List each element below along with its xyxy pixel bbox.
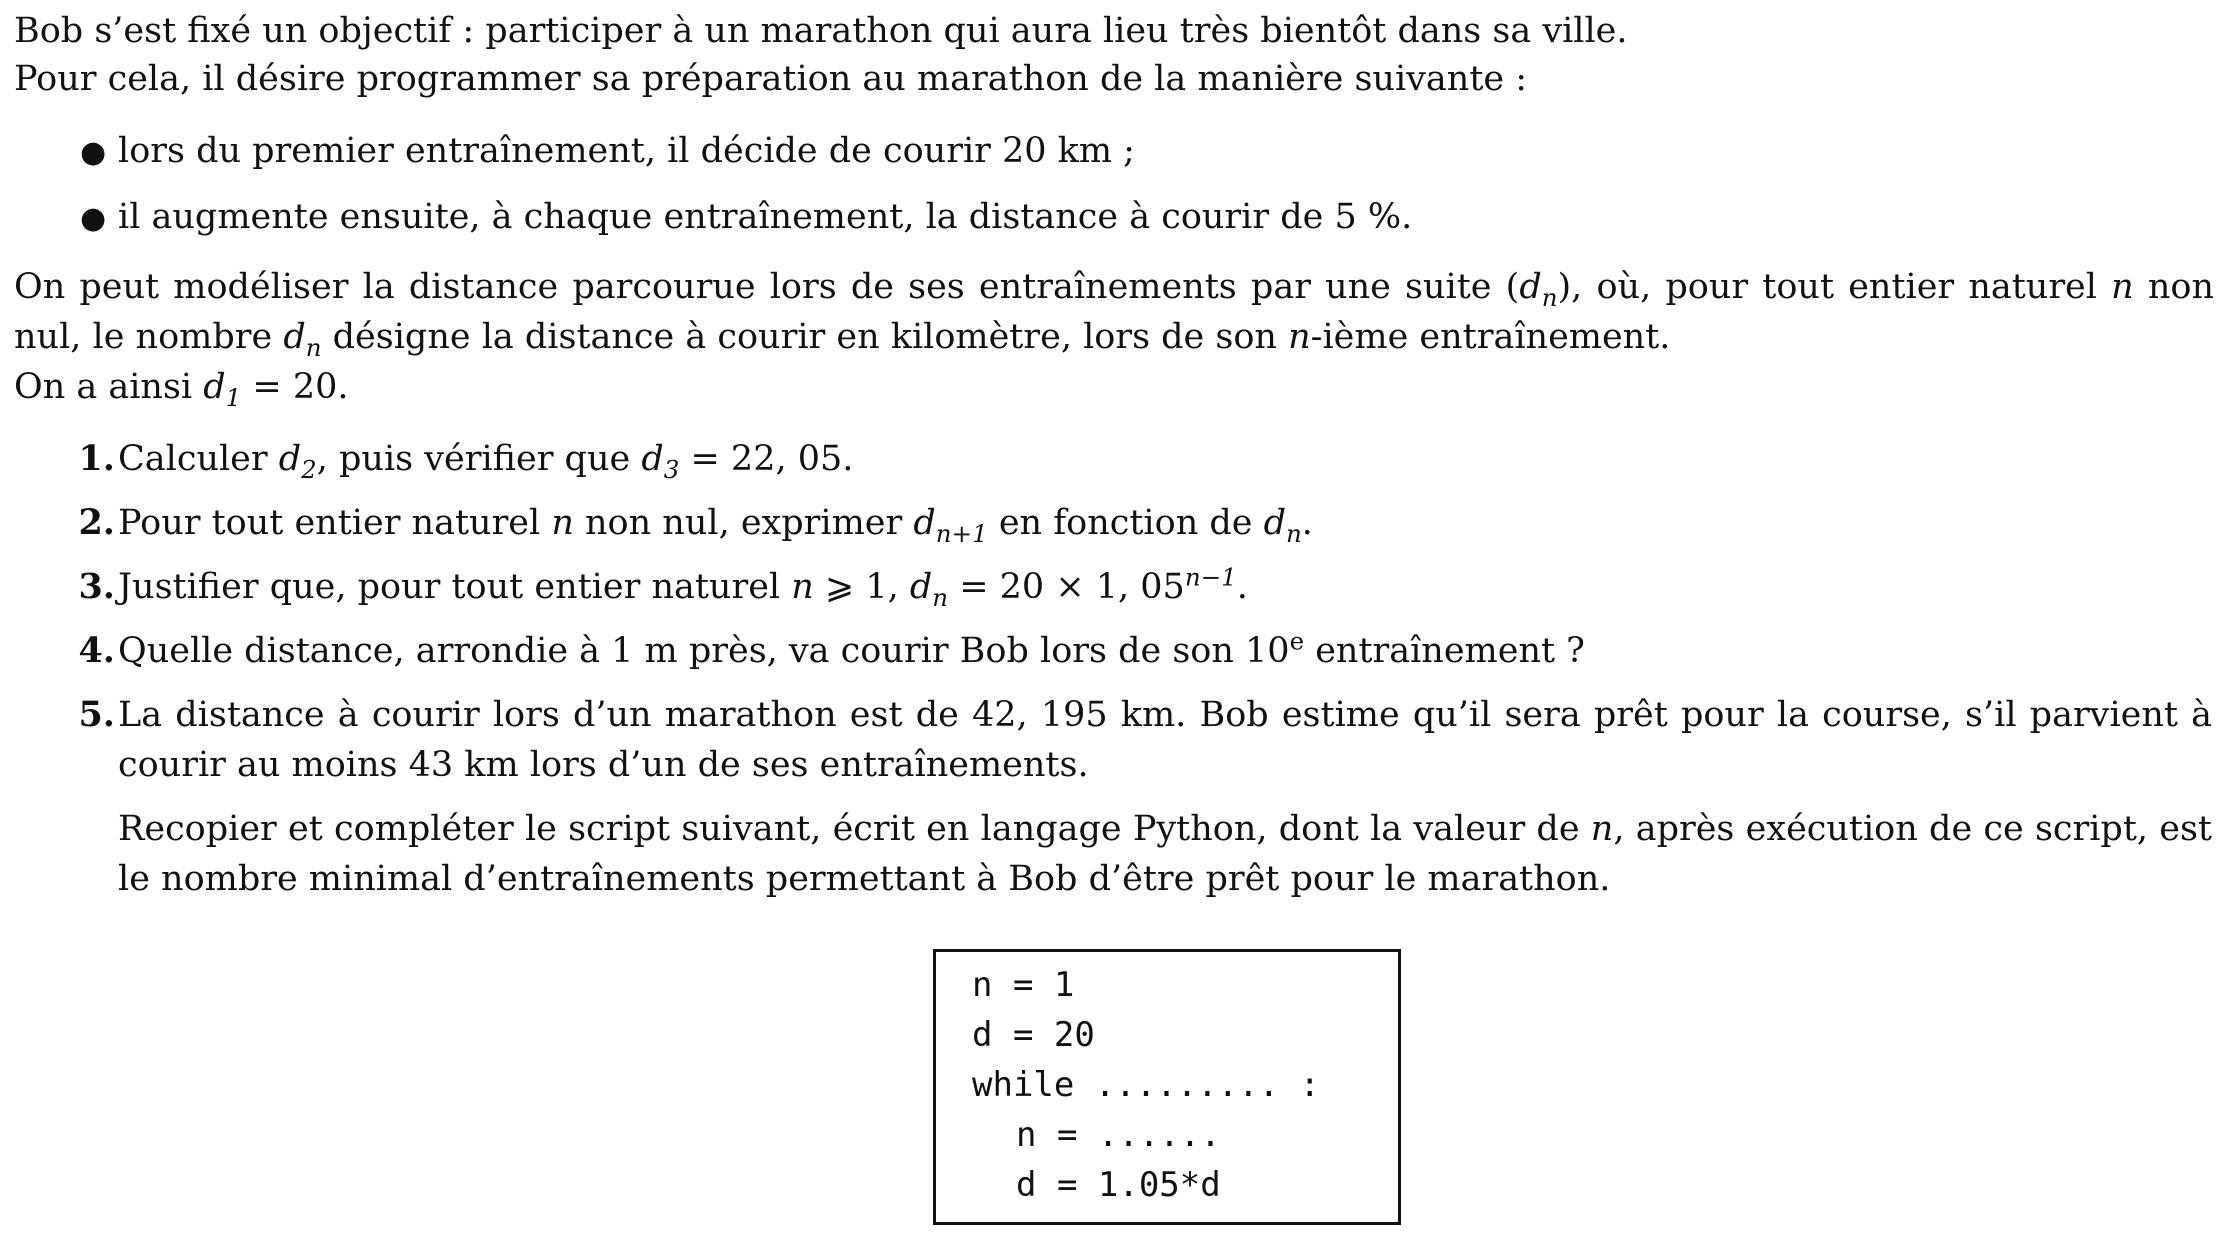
question-instruction: Recopier et compléter le script suivant, écrit en langage Python, dont la valeur de n, après exécution de ce script, est le nombre minimal d’entraînements permettant à Bob d’être prêt pour le marathon. <box>118 809 2213 899</box>
question-text: Calculer $d_2$, puis vérifier que $d_3 = 22$, 05. <box>118 439 854 484</box>
question-text: La distance à courir lors d’un marathon est de 42, 195 km. Bob estime qu’il sera prêt pour la course, s’il parvient à courir au moins 43 km lors d’un de ses entraînements. <box>118 695 2212 785</box>
bullet-item-1 <box>80 126 1135 178</box>
bullet-dot-icon: ● <box>80 201 107 236</box>
question-5 <box>60 690 2212 904</box>
question-2 <box>60 498 2212 548</box>
code-line-3: while ......... : <box>972 1065 1320 1105</box>
code-line-4: n = ...... <box>1016 1115 1221 1155</box>
python-script-box <box>933 949 1401 1225</box>
code-line-2: d = 20 <box>972 1015 1095 1055</box>
question-number: 1. <box>78 438 115 479</box>
question-3 <box>60 562 2212 612</box>
question-number: 3. <box>78 566 115 607</box>
code-line-1: n = 1 <box>972 965 1075 1005</box>
intro-line-1: Bob s’est fixé un objectif : participer à un marathon qui aura lieu très bientôt dans sa ville. <box>14 11 1628 51</box>
question-1 <box>60 434 2212 484</box>
question-number: 4. <box>78 630 115 671</box>
question-text: Quelle distance, arrondie à 1 m près, va courir Bob lors de son 10e entraînement ? <box>118 626 1585 671</box>
bullet-text-2: il augmente ensuite, à chaque entraînement, la distance à courir de 5 %. <box>118 197 1413 237</box>
model-paragraph: On peut modéliser la distance parcourue lors de ses entraînements par une suite $(d_n)$, où, pour tout entier naturel n non nul, le nombre $d_n$ désigne la distance à courir en kilomètre, lors de son n-ième entraînement. <box>14 267 2215 362</box>
question-4 <box>60 626 2212 676</box>
bullet-item-2 <box>80 192 1412 244</box>
model-initial-value: On a ainsi $d_1 = 20$. <box>14 367 349 412</box>
bullet-text-1: lors du premier entraînement, il décide de courir 20 km ; <box>118 131 1135 171</box>
bullet-dot-icon: ● <box>80 135 107 170</box>
intro-line-2: Pour cela, il désire programmer sa préparation au marathon de la manière suivante : <box>14 59 1528 99</box>
code-line-5: d = 1.05*d <box>1016 1165 1221 1205</box>
question-text: Pour tout entier naturel n non nul, exprimer $d_{n+1}$ en fonction de $d_n$. <box>118 503 1313 548</box>
question-number: 5. <box>78 694 115 735</box>
question-number: 2. <box>78 502 115 543</box>
question-text: Justifier que, pour tout entier naturel n ⩾ 1, $d_n = 20 \times 1$, $05^{n-1}$. <box>118 562 1248 612</box>
sequence-symbol: $d_n$ <box>1519 267 1558 312</box>
